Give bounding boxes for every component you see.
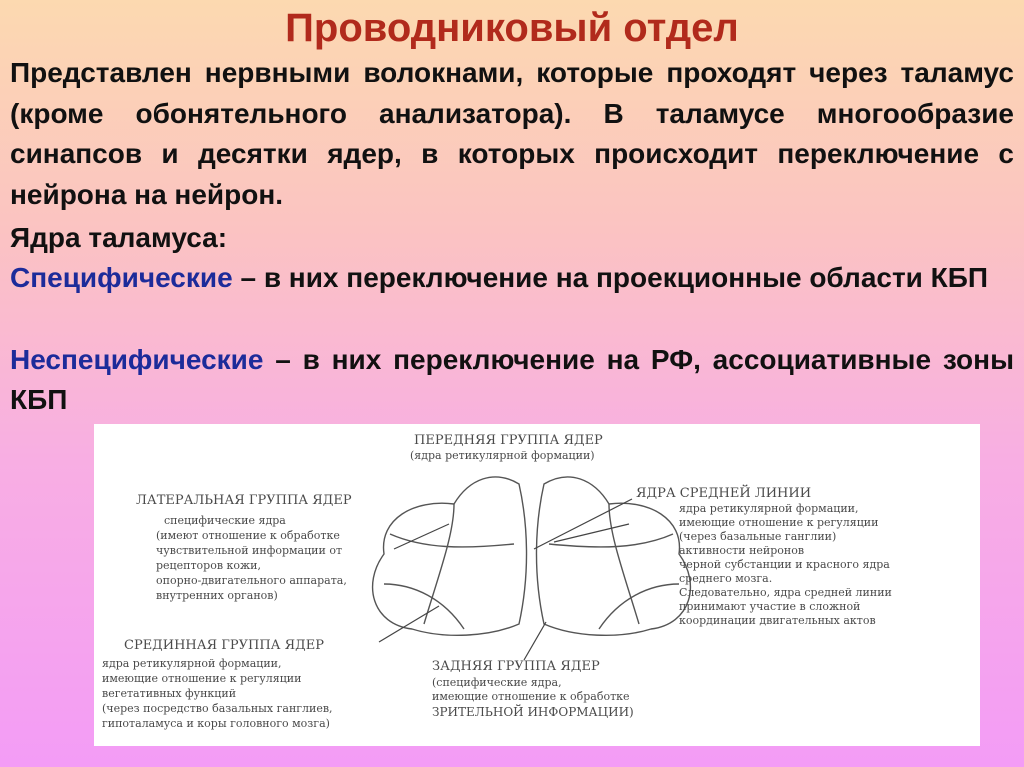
lateral-group-line: специфические ядра [164, 514, 286, 527]
median-group-line: гипоталамуса и коры головного мозга) [102, 717, 330, 730]
anterior-group-title: ПЕРЕДНЯЯ ГРУППА ЯДЕР [414, 433, 603, 448]
lateral-group-line: чувствительной информации от [156, 544, 343, 557]
lateral-group-line: (имеют отношение к обработке [156, 529, 340, 542]
median-group-line: (через посредство базальных ганглиев, [102, 702, 333, 715]
median-group-line: имеющие отношение к регуляции [102, 672, 302, 685]
posterior-group-line: имеющие отношение к обработке [432, 690, 630, 703]
nonspecific-term: Неспецифические [10, 344, 264, 375]
midline-nuclei-line: среднего мозга. [679, 572, 773, 585]
midline-nuclei-title: ЯДРА СРЕДНЕЙ ЛИНИИ [636, 486, 812, 501]
midline-nuclei-line: координации двигательных актов [679, 614, 876, 627]
midline-nuclei-line: Следовательно, ядра средней линии [679, 586, 892, 599]
posterior-group-title: ЗАДНЯЯ ГРУППА ЯДЕР [432, 659, 600, 674]
intro-paragraph: Представлен нервными волокнами, которые проходят через таламус (кроме обонятельного анализатора). В таламусе многообразие синапсов и десятки ядер, в которых происходит переключение с нейрона на нейрон. [10, 57, 1014, 210]
thalamus-nuclei-diagram [94, 424, 980, 746]
posterior-group-line: ЗРИТЕЛЬНОЙ ИНФОРМАЦИИ) [432, 705, 634, 719]
lateral-group-line: опорно-двигательного аппарата, [156, 574, 347, 587]
lateral-group-title: ЛАТЕРАЛЬНАЯ ГРУППА ЯДЕР [136, 493, 352, 508]
leader-lines [379, 499, 632, 660]
specific-nuclei-item [10, 258, 1014, 298]
median-group-line: ядра ретикулярной формации, [102, 657, 282, 670]
midline-nuclei-line: принимают участие в сложной [679, 600, 861, 613]
midline-nuclei-line: (через базальные ганглии) [679, 530, 837, 543]
specific-term: Специфические [10, 262, 233, 293]
midline-nuclei-line: ядра ретикулярной формации, [679, 502, 859, 515]
median-group-title: СРЕДИННАЯ ГРУППА ЯДЕР [124, 638, 324, 653]
lateral-group-line: рецепторов кожи, [156, 559, 261, 572]
nonspecific-nuclei-item [10, 340, 1014, 420]
nuclei-heading: Ядра таламуса: [10, 222, 228, 253]
slide-title: Проводниковый отдел [285, 6, 739, 50]
median-group-line: вегетативных функций [102, 687, 237, 700]
thalamus-diagram-svg [94, 424, 980, 746]
midline-nuclei-line: черной субстанции и красного ядра [679, 558, 890, 571]
posterior-group-line: (специфические ядра, [432, 676, 562, 689]
nonspecific-description: – в них переключение на РФ, ассоциативные зоны КБП [10, 344, 1014, 415]
anterior-group-line: (ядра ретикулярной формации) [410, 449, 595, 462]
midline-nuclei-line: имеющие отношение к регуляции [679, 516, 879, 529]
midline-nuclei-line: активности нейронов [679, 544, 805, 557]
specific-description: – в них переключение на проекционные области КБП [232, 262, 989, 293]
lateral-group-line: внутренних органов) [156, 589, 278, 602]
